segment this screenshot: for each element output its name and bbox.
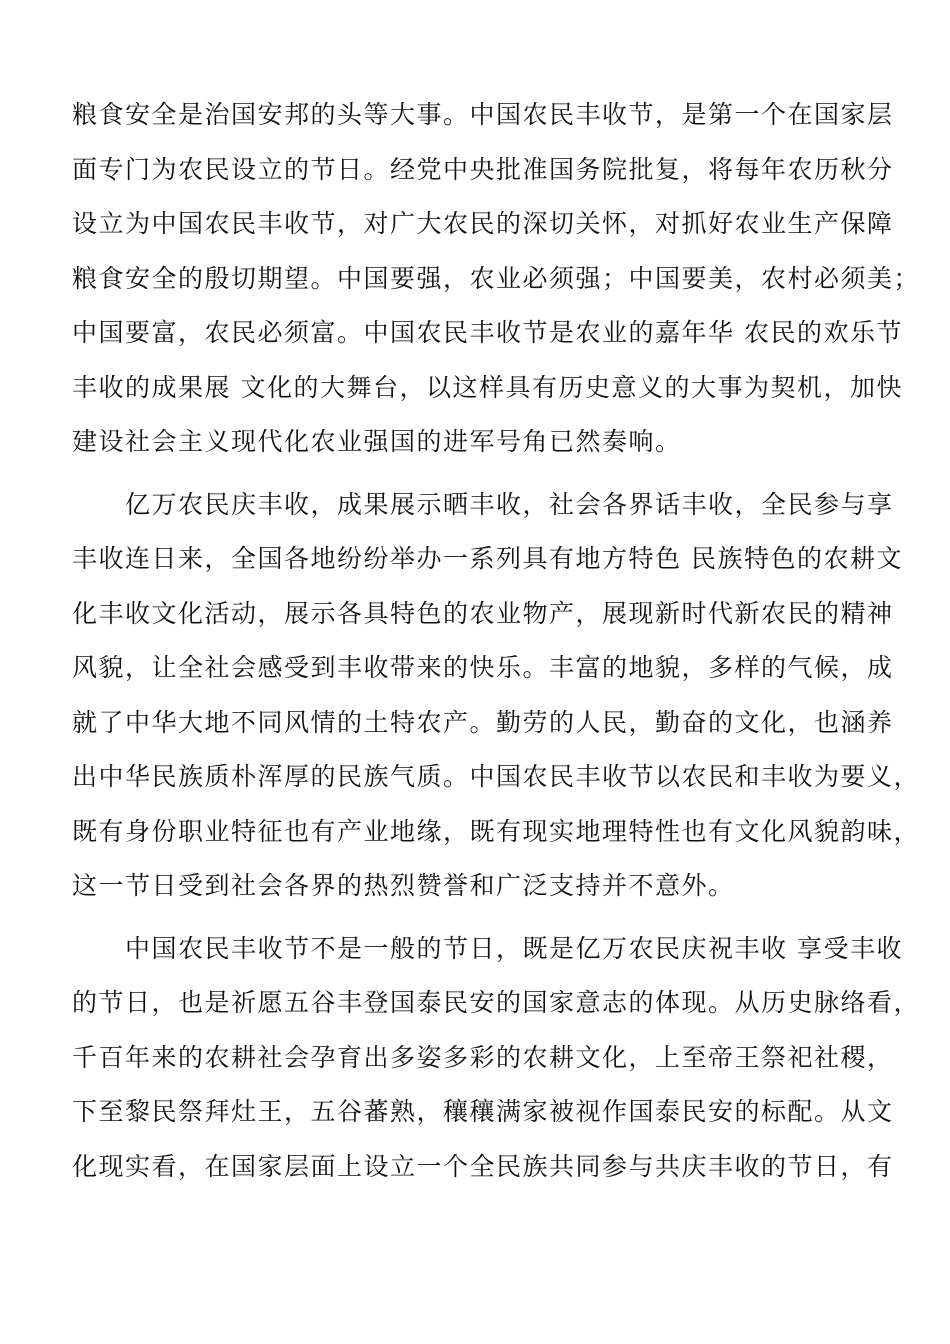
text-line: 面专门为农民设立的节日。经党中央批准国务院批复，将每年农历秋分	[72, 154, 894, 184]
paragraph-1	[72, 92, 921, 474]
text-line: 风貌，让全社会感受到丰收带来的快乐。丰富的地貌，多样的气候，成	[72, 653, 894, 682]
text-line: 亿万农民庆丰收，成果展示晒丰收，社会各界话丰收，全民参与享	[72, 489, 894, 519]
text-line: 丰收连日来，全国各地纷纷举办一系列具有地方特色 民族特色的农耕文	[72, 544, 903, 573]
text-line: 化现实看，在国家层面上设立一个全民族共同参与共庆丰收的节日，有	[72, 1151, 894, 1181]
text-line: 设立为中国农民丰收节，对广大农民的深切关怀，对抓好农业生产保障	[72, 209, 894, 238]
text-line: 的节日，也是祈愿五谷丰登国泰民安的国家意志的体现。从历史脉络看，	[72, 988, 921, 1017]
text-line: 粮食安全是治国安邦的头等大事。中国农民丰收节，是第一个在国家层	[72, 100, 894, 129]
text-line: 丰收的成果展 文化的大舞台，以这样具有历史意义的大事为契机，加快	[72, 372, 903, 402]
text-line: 化丰收文化活动，展示各具特色的农业物产，展现新时代新农民的精神	[72, 598, 894, 628]
text-line: 建设社会主义现代化农业强国的进军号角已然奏响。	[72, 427, 682, 456]
text-line: 粮食安全的殷切期望。中国要强，农业必须强；中国要美，农村必须美；	[72, 263, 921, 293]
text-line: 既有身份职业特征也有产业地缘，既有现实地理特性也有文化风貌韵味，	[72, 816, 921, 846]
text-line: 千百年来的农耕社会孕育出多姿多彩的农耕文化，上至帝王祭祀社稷，	[72, 1042, 894, 1072]
paragraph-3	[72, 926, 921, 1199]
document-body	[72, 92, 921, 1198]
text-line: 出中华民族质朴浑厚的民族气质。中国农民丰收节以农民和丰收为要义，	[72, 762, 921, 791]
text-line: 下至黎民祭拜灶王，五谷蕃熟，穰穰满家被视作国泰民安的标配。从文	[72, 1097, 894, 1126]
text-line: 就了中华大地不同风情的土特农产。勤劳的人民，勤奋的文化，也涵养	[72, 707, 894, 737]
text-line: 中国农民丰收节不是一般的节日，既是亿万农民庆祝丰收 享受丰收	[72, 933, 903, 963]
paragraph-2	[72, 482, 921, 918]
text-line: 中国要富，农民必须富。中国农民丰收节是农业的嘉年华 农民的欢乐节	[72, 318, 903, 347]
text-line: 这一节日受到社会各界的热烈赞誉和广泛支持并不意外。	[72, 871, 735, 900]
